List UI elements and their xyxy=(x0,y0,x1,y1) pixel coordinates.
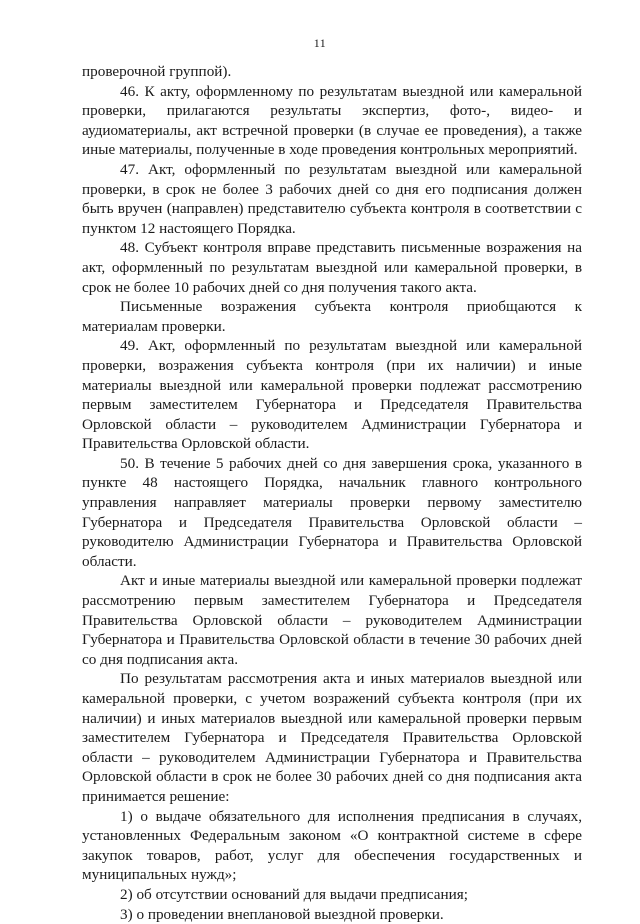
paragraph: проверочной группой). xyxy=(82,63,232,80)
list-item: 3) о проведении внеплановой выездной проверки. xyxy=(120,905,444,923)
paragraph: Письменные возражения субъекта контроля приобщаются к материалам проверки. xyxy=(82,298,582,335)
page-number: 11 xyxy=(313,36,327,50)
list-item: 2) об отсутствии оснований для выдачи предписания; xyxy=(120,885,468,903)
paragraph: 50. В течение 5 рабочих дней со дня завершения срока, указанного в пункте 48 настоящего Порядка, начальник главного контрольного управления направляет материалы проверки первому заместителю Губернатора и Председателя Правительства Орловской области – руководителю Администрации Губернатора и Правительства Орловской области. xyxy=(82,454,582,570)
paragraph: 46. К акту, оформленному по результатам выездной или камеральной проверки, прилагаются результаты экспертиз, фото-, видео- и аудиоматериалы, акт встречной проверки (в случае ее проведения), а также иные материалы, полученные в ходе проведения контрольных мероприятий. xyxy=(82,82,582,159)
paragraph: Акт и иные материалы выездной или камеральной проверки подлежат рассмотрению первым заместителем Губернатора и Председателя Правительства Орловской области – руководителем Администрации Губернатора и Правительства Орловской области в течение 30 рабочих дней со дня подписания акта. xyxy=(82,572,582,668)
paragraph: 48. Субъект контроля вправе представить письменные возражения на акт, оформленный по результатам выездной или камеральной проверки, в срок не более 10 рабочих дней со дня получения такого акта. xyxy=(82,239,582,296)
list-item: 1) о выдаче обязательного для исполнения предписания в случаях, установленных Федеральным законом «О контрактной системе в сфере закупок товаров, работ, услуг для обеспечения государственных и муниципальных нужд»; xyxy=(82,807,582,884)
paragraph: 47. Акт, оформленный по результатам выездной или камеральной проверки, в срок не более 3 рабочих дней со дня его подписания должен быть вручен (направлен) представителю субъекта контроля в соответствии с пунктом 12 настоящего Порядка. xyxy=(82,160,582,237)
paragraph: По результатам рассмотрения акта и иных материалов выездной или камеральной проверки, с учетом возражений субъекта контроля (при их наличии) и иных материалов выездной или камеральной проверки первым заместителем Губернатора и Председателя Правительства Орловской области – руководителем Администрации Губернатора и Правительства Орловской области в срок не более 30 рабочих дней со дня подписания акта принимается решение: xyxy=(82,670,582,805)
document-body xyxy=(82,62,582,924)
paragraph: 49. Акт, оформленный по результатам выездной или камеральной проверки, возражения субъекта контроля (при их наличии) и иные материалы выездной или камеральной проверки подлежат рассмотрению первым заместителем Губернатора и Председателя Правительства Орловской области – руководителем Администрации Губернатора и Правительства Орловской области. xyxy=(82,337,582,453)
